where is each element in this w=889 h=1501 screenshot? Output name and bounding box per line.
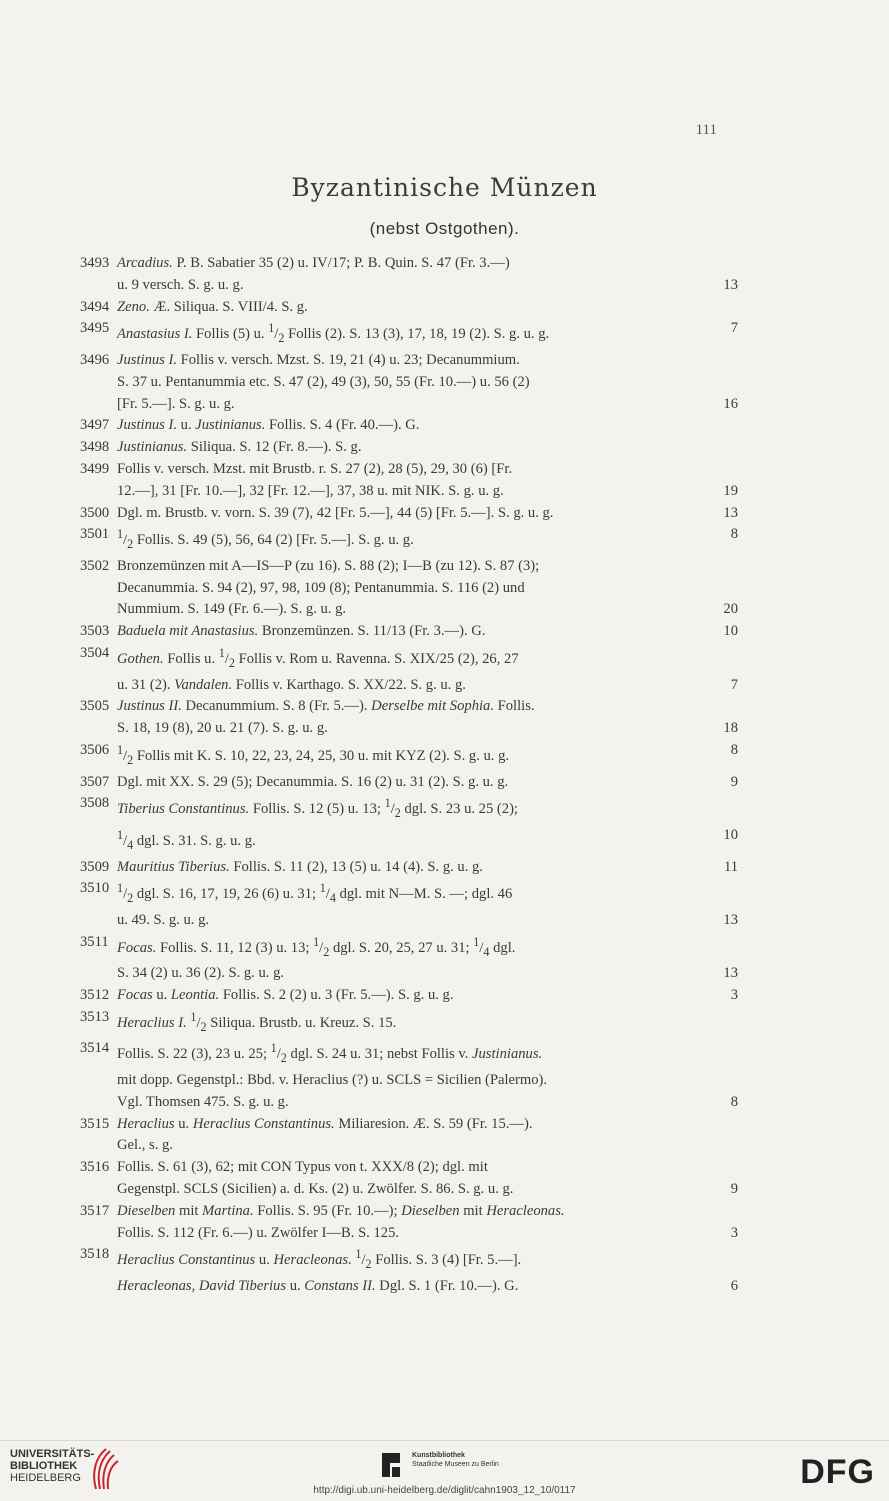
entry-line-text: Dieselben mit Martina. Follis. S. 95 (Fr. 10.—); Dieselben mit Heracleonas.	[117, 1202, 565, 1219]
entry-line-text: u. 9 versch. S. g. u. g.	[117, 276, 244, 293]
entry-text	[117, 1201, 738, 1245]
catalog-entry	[80, 318, 738, 350]
entry-price: 18	[723, 720, 738, 737]
kunstbibliothek-logo-icon	[380, 1451, 402, 1479]
entry-line	[117, 793, 738, 825]
entry-number: 3518	[80, 1246, 110, 1263]
entry-price: 13	[723, 276, 738, 293]
entry-text	[117, 253, 738, 297]
entry-price: 9	[730, 1180, 738, 1197]
entry-line	[117, 1070, 738, 1092]
catalog-entry	[80, 415, 738, 437]
entry-line	[117, 297, 738, 319]
entry-number: 3511	[80, 933, 109, 950]
entry-line-text: Gel., s. g.	[117, 1137, 173, 1154]
entry-price	[724, 1244, 738, 1276]
entry-line	[117, 524, 738, 556]
entry-price	[724, 459, 738, 481]
entry-number: 3513	[80, 1008, 110, 1025]
entry-line	[117, 1244, 738, 1276]
entry-number: 3498	[80, 439, 110, 456]
entry-price: 3	[730, 987, 738, 1004]
entry-line-text: Justinus II. Decanummium. S. 8 (Fr. 5.—). Derselbe mit Sophia. Follis.	[117, 698, 535, 715]
entry-line-text: $^1/_2$ Follis. S. 49 (5), 56, 64 (2) [Fr. 5.—]. S. g. u. g.	[117, 527, 414, 552]
entry-line	[117, 1157, 738, 1179]
logo-line: BIBLIOTHEK	[10, 1460, 78, 1472]
entry-line-text: Decanummia. S. 94 (2), 97, 98, 109 (8); Pentanummia. S. 116 (2) und	[117, 579, 525, 596]
catalog-entry	[80, 793, 738, 856]
entry-price	[724, 878, 738, 910]
kb-line: Kunstbibliothek	[412, 1452, 465, 1459]
entry-text	[117, 621, 738, 643]
entry-line-text: $^1/_2$ Follis mit K. S. 10, 22, 23, 24, 25, 30 u. mit KYZ (2). S. g. u. g.	[117, 743, 510, 767]
page-subtitle: (nebst Ostgothen).	[369, 219, 520, 238]
entry-text	[117, 985, 738, 1007]
catalog-entry	[80, 932, 738, 985]
entry-text	[117, 415, 738, 437]
entry-price	[724, 1070, 738, 1092]
catalog-entry	[80, 643, 738, 696]
entry-number: 3494	[80, 298, 110, 315]
entry-line	[117, 437, 738, 459]
entry-line	[117, 932, 738, 964]
entry-line	[117, 857, 738, 879]
entry-text	[117, 643, 738, 696]
entry-number: 3508	[80, 795, 110, 812]
entry-line-text: Baduela mit Anastasius. Bronzemünzen. S. 11/13 (Fr. 3.—). G.	[117, 623, 486, 640]
entry-line	[117, 1201, 738, 1223]
entry-line-text: Heracleonas, David Tiberius u. Constans II. Dgl. S. 1 (Fr. 10.—). G.	[117, 1277, 519, 1294]
entry-line-text: Justinianus. Siliqua. S. 12 (Fr. 8.—). S. g.	[117, 439, 362, 456]
entry-price: 7	[730, 676, 738, 693]
entry-line	[117, 621, 738, 643]
entry-number: 3502	[80, 557, 110, 574]
entry-price: 10	[723, 623, 738, 640]
entry-price: 13	[723, 965, 738, 982]
entry-price	[724, 1114, 738, 1136]
catalog-entry	[80, 503, 738, 525]
entry-line	[117, 372, 738, 394]
entry-line-text: Vgl. Thomsen 475. S. g. u. g.	[117, 1093, 289, 1110]
entry-line-text: Dgl. m. Brustb. v. vorn. S. 39 (7), 42 [Fr. 5.—], 44 (5) [Fr. 5.—]. S. g. u. g.	[117, 504, 554, 521]
entry-number: 3514	[80, 1040, 110, 1057]
entry-line-text: [Fr. 5.—]. S. g. u. g.	[117, 395, 235, 412]
entry-text	[117, 793, 738, 856]
entry-line-text: Focas u. Leontia. Follis. S. 2 (2) u. 3 (Fr. 5.—). S. g. u. g.	[117, 987, 454, 1004]
entry-line	[117, 481, 738, 503]
entry-price: 8	[730, 526, 738, 543]
entry-price	[724, 1007, 738, 1039]
entry-text	[117, 437, 738, 459]
entry-line-text: S. 34 (2) u. 36 (2). S. g. u. g.	[117, 965, 285, 982]
entry-price	[724, 556, 738, 578]
entry-text	[117, 297, 738, 319]
entry-line-text: Heraclius u. Heraclius Constantinus. Miliaresion. Æ. S. 59 (Fr. 15.—).	[117, 1115, 533, 1132]
entry-line	[117, 275, 738, 297]
entry-price: 8	[730, 742, 738, 759]
entry-line	[117, 394, 738, 416]
entry-line-text: S. 37 u. Pentanummia etc. S. 47 (2), 49 (3), 50, 55 (Fr. 10.—) u. 56 (2)	[117, 373, 530, 390]
entry-line-text: $^1/_4$ dgl. S. 31. S. g. u. g.	[117, 827, 256, 852]
entry-line	[117, 772, 738, 794]
entry-number: 3507	[80, 773, 110, 790]
entry-line-text: Zeno. Æ. Siliqua. S. VIII/4. S. g.	[117, 298, 308, 315]
permalink-url[interactable]: http://digi.ub.uni-heidelberg.de/diglit/cahn1903_12_10/0117	[313, 1485, 576, 1496]
entry-text	[117, 1007, 738, 1039]
entry-line	[117, 675, 738, 697]
catalog-entry	[80, 1157, 738, 1201]
entry-price	[724, 1157, 738, 1179]
dfg-logo[interactable]: DFG	[800, 1453, 875, 1491]
entry-number: 3500	[80, 504, 110, 521]
catalog-entry	[80, 350, 738, 415]
entry-number: 3499	[80, 460, 110, 477]
entry-price: 16	[723, 395, 738, 412]
entry-number: 3501	[80, 526, 110, 543]
entry-price: 3	[730, 1224, 738, 1241]
entry-number: 3516	[80, 1159, 110, 1176]
entry-line-text: Justinus I. u. Justinianus. Follis. S. 4 (Fr. 40.—). G.	[117, 417, 420, 434]
entry-price	[724, 415, 738, 437]
catalog-entry	[80, 253, 738, 297]
entry-line-text: Bronzemünzen mit A—IS—P (zu 16). S. 88 (2); I—B (zu 12). S. 87 (3);	[117, 557, 540, 574]
page-number: 111	[695, 122, 717, 138]
entry-line-text: Dgl. mit XX. S. 29 (5); Decanummia. S. 16 (2) u. 31 (2). S. g. u. g.	[117, 773, 509, 790]
entry-price	[724, 578, 738, 600]
entry-line	[117, 740, 738, 772]
entry-price	[724, 253, 738, 275]
catalog-entry	[80, 459, 738, 503]
entry-line	[117, 696, 738, 718]
kunstbibliothek-label	[412, 1451, 499, 1469]
entry-text	[117, 740, 738, 772]
entry-price: 20	[723, 601, 738, 618]
entry-text	[117, 350, 738, 415]
catalog-entry	[80, 696, 738, 740]
entry-price	[724, 1135, 738, 1157]
entry-line-text: 12.—], 31 [Fr. 10.—], 32 [Fr. 12.—], 37, 38 u. mit NIK. S. g. u. g.	[117, 482, 504, 499]
entry-price	[724, 643, 738, 675]
entry-line	[117, 350, 738, 372]
entry-price: 6	[730, 1277, 738, 1294]
entry-line	[117, 1276, 738, 1298]
entry-line	[117, 825, 738, 857]
entry-line	[117, 1007, 738, 1039]
entry-line-text: Gothen. Follis u. $^1/_2$ Follis v. Rom u. Ravenna. S. XIX/25 (2), 26, 27	[117, 646, 519, 670]
catalog-entry	[80, 621, 738, 643]
university-library-logo[interactable]	[10, 1448, 94, 1484]
entry-line	[117, 503, 738, 525]
entry-line-text: Follis v. versch. Mzst. mit Brustb. r. S. 27 (2), 28 (5), 29, 30 (6) [Fr.	[117, 460, 513, 477]
entry-line-text: Focas. Follis. S. 11, 12 (3) u. 13; $^1/_2$ dgl. S. 20, 25, 27 u. 31; $^1/_4$ dgl.	[117, 934, 516, 959]
entry-line	[117, 1179, 738, 1201]
entry-line-text: Justinus I. Follis v. versch. Mzst. S. 19, 21 (4) u. 23; Decanummium.	[117, 351, 520, 368]
catalog-entry	[80, 1038, 738, 1113]
entry-price: 11	[723, 858, 738, 875]
entry-number: 3510	[80, 880, 110, 897]
entry-line	[117, 253, 738, 275]
catalog-entry	[80, 297, 738, 319]
entry-text	[117, 556, 738, 621]
entry-line-text: Follis. S. 112 (Fr. 6.—) u. Zwölfer I—B. S. 125.	[117, 1224, 400, 1241]
entry-line-text: u. 31 (2). Vandalen. Follis v. Karthago. S. XX/22. S. g. u. g.	[117, 676, 466, 693]
catalog-entry	[80, 437, 738, 459]
logo-line: HEIDELBERG	[10, 1472, 81, 1484]
entry-price: 13	[723, 504, 738, 521]
entry-text	[117, 503, 738, 525]
entry-number: 3505	[80, 698, 110, 715]
catalog-entries	[80, 253, 738, 1298]
catalog-entry	[80, 772, 738, 794]
entry-price	[724, 1038, 738, 1070]
entry-price: 13	[723, 911, 738, 928]
entry-number: 3497	[80, 417, 110, 434]
catalog-entry	[80, 1114, 738, 1158]
entry-price: 7	[730, 320, 738, 337]
entry-line-text: Follis. S. 61 (3), 62; mit CON Typus von t. XXX/8 (2); dgl. mit	[117, 1159, 488, 1176]
entry-number: 3517	[80, 1202, 110, 1219]
entry-line	[117, 643, 738, 675]
entry-line	[117, 1038, 738, 1070]
logo-line: UNIVERSITÄTS-	[10, 1448, 95, 1460]
entry-line	[117, 718, 738, 740]
entry-line	[117, 985, 738, 1007]
entry-price	[724, 297, 738, 319]
entry-text	[117, 318, 738, 350]
entry-number: 3493	[80, 255, 110, 271]
entry-line	[117, 1135, 738, 1157]
entry-text	[117, 1157, 738, 1201]
entry-line	[117, 910, 738, 932]
entry-number: 3504	[80, 645, 110, 662]
entry-line-text: S. 18, 19 (8), 20 u. 21 (7). S. g. u. g.	[117, 720, 328, 737]
entry-line	[117, 1092, 738, 1114]
catalog-entry	[80, 1201, 738, 1245]
entry-line-text: $^1/_2$ dgl. S. 16, 17, 19, 26 (6) u. 31; $^1/_4$ dgl. mit N—M. S. —; dgl. 46	[117, 881, 513, 906]
entry-line	[117, 578, 738, 600]
entry-line	[117, 963, 738, 985]
entry-line	[117, 1114, 738, 1136]
entry-line	[117, 318, 738, 350]
entry-line-text: Gegenstpl. SCLS (Sicilien) a. d. Ks. (2) u. Zwölfer. S. 86. S. g. u. g.	[117, 1180, 514, 1197]
entry-line	[117, 556, 738, 578]
entry-line-text: u. 49. S. g. u. g.	[117, 911, 210, 928]
entry-number: 3503	[80, 623, 110, 640]
footer-bar	[0, 1440, 889, 1501]
entry-text	[117, 932, 738, 985]
entry-price	[724, 932, 738, 964]
entry-line	[117, 878, 738, 910]
entry-text	[117, 878, 738, 931]
catalog-entry	[80, 1244, 738, 1297]
entry-price	[724, 350, 738, 372]
entry-text	[117, 1114, 738, 1158]
catalog-entry	[80, 556, 738, 621]
entry-text	[117, 1038, 738, 1113]
entry-price	[724, 437, 738, 459]
entry-line	[117, 599, 738, 621]
catalog-entry	[80, 524, 738, 556]
entry-line-text: Anastasius I. Follis (5) u. $^1/_2$ Follis (2). S. 13 (3), 17, 18, 19 (2). S. g. u. g.	[117, 321, 550, 346]
entry-text	[117, 857, 738, 879]
entry-line-text: Heraclius Constantinus u. Heracleonas. $^1/_2$ Follis. S. 3 (4) [Fr. 5.—].	[117, 1247, 522, 1272]
entry-line-text: Heraclius I. $^1/_2$ Siliqua. Brustb. u. Kreuz. S. 15.	[117, 1009, 397, 1034]
entry-line-text: Tiberius Constantinus. Follis. S. 12 (5) u. 13; $^1/_2$ dgl. S. 23 u. 25 (2);	[117, 796, 518, 821]
entry-price	[724, 372, 738, 394]
catalog-entry	[80, 1007, 738, 1039]
entry-number: 3515	[80, 1115, 110, 1132]
catalog-entry	[80, 740, 738, 772]
entry-line	[117, 459, 738, 481]
entry-number: 3509	[80, 858, 110, 875]
entry-text	[117, 1244, 738, 1297]
entry-number: 3512	[80, 987, 110, 1004]
entry-price: 19	[723, 482, 738, 499]
entry-line-text: Nummium. S. 149 (Fr. 6.—). S. g. u. g.	[117, 601, 347, 618]
entry-price: 8	[730, 1093, 738, 1110]
entry-price: 9	[730, 773, 738, 790]
entry-text	[117, 772, 738, 794]
entry-number: 3506	[80, 742, 110, 759]
entry-line	[117, 415, 738, 437]
entry-number: 3495	[80, 320, 110, 337]
catalog-entry	[80, 857, 738, 879]
entry-line-text: Arcadius. P. B. Sabatier 35 (2) u. IV/17; P. B. Quin. S. 47 (Fr. 3.—)	[117, 255, 510, 271]
page-title: Byzantinische Münzen	[291, 173, 598, 202]
entry-text	[117, 696, 738, 740]
entry-line-text: Follis. S. 22 (3), 23 u. 25; $^1/_2$ dgl. S. 24 u. 31; nebst Follis v. Justinianus.	[117, 1041, 543, 1066]
entry-number: 3496	[80, 351, 110, 368]
kb-line: Staatliche Museen zu Berlin	[412, 1461, 499, 1468]
entry-line-text: mit dopp. Gegenstpl.: Bbd. v. Heraclius (?) u. SCLS = Sicilien (Palermo).	[117, 1071, 548, 1088]
catalog-entry	[80, 878, 738, 931]
entry-line	[117, 1223, 738, 1245]
entry-text	[117, 459, 738, 503]
catalog-entry	[80, 985, 738, 1007]
entry-price	[724, 793, 738, 825]
entry-price	[724, 1201, 738, 1223]
entry-price	[724, 696, 738, 718]
entry-price: 10	[723, 826, 738, 843]
entry-line-text: Mauritius Tiberius. Follis. S. 11 (2), 13 (5) u. 14 (4). S. g. u. g.	[117, 858, 483, 875]
entry-text	[117, 524, 738, 556]
